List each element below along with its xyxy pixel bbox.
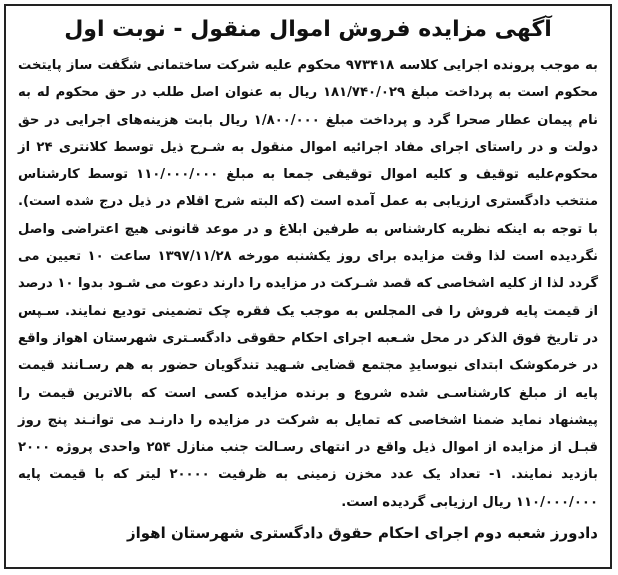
auction-notice: [4, 4, 612, 569]
notice-title: آگهی مزایده فروش اموال منقول - نوبت اول: [64, 17, 552, 42]
notice-body: [18, 52, 598, 516]
notice-body-text: به موجب پرونده اجرایی کلاسه ۹۷۳۴۱۸ محکوم علیه شرکت ساختمانی شگفت ساز پایتخت محکوم است به پرداخت مبلغ ۱۸۱/۷۴۰/۰۲۹ ریال به عنوان اصل طلب در حق محکوم له به نام پیمان عطار صحرا گرد و پرداخت مبلغ ۱/۸۰۰/۰۰۰ ریال بابت هزینه‌های اجرایی در حق دولت و در راستای اجرای مفاد اجرائیه اموال منقول به شـرح ذیل توسط کلانتری ۲۴ از محکوم‌علیه توقیف و کلیه اموال توقیفی جمعا به مبلغ ۱۱۰/۰۰۰/۰۰۰ توسط کارشناس منتخب دادگستری ارزیابی به عمل آمده است (که البته شرح اقلام در ذیل درج شده است). با توجه به اینکه نظریه کارشناس به طرفین ابلاغ و در موعد قانونی هیچ اعتراضی واصل نگردیده است لذا وقت مزایده برای روز یکشنبه مورخه ۱۳۹۷/۱۱/۲۸ ساعت ۱۰ تعیین می گردد لذا از کلیه اشخاصی که قصد شـرکت در مزایده را دارند دعوت می شـود بدوا ۱۰ درصد از قیمت پایه فروش را فی المجلس به موجب یک فقره چک تضمینی تودیع نمایند. سـپس در تاریخ فوق الذکر در محل شـعبه اجرای احکام حقوقی دادگسـتری شهرستان اهواز واقع در خرمکوشک ابتدای نیوسایدِ مجتمع قضایی شـهید تندگویان حضور به هم رسـانند قیمت پایه از مبلغ کارشناسـی شده شروع و برنده مزایده کسی است که بالاترین قیمت را پیشنهاد نماید ضمنا اشخاصی که تمایل به شرکت در مزایده را دارنـد می توانـند پنج روز قبـل از مزایده از اموال ذیل واقع در انتهای رسـالت جنب منازل ۲۵۴ واحدی پروژه ۲۰۰۰ بازدید نمایند. ۱- تعداد یک عدد مخزن زمینی به ظرفیت ۲۰۰۰۰ لیتر که با قیمت پایه ۱۱۰/۰۰۰/۰۰۰ ریال ارزیابی گردیده است.: [18, 58, 599, 510]
notice-signature: دادورز شعبه دوم اجرای احکام حقوق دادگستری شهرستان اهواز: [127, 524, 598, 543]
